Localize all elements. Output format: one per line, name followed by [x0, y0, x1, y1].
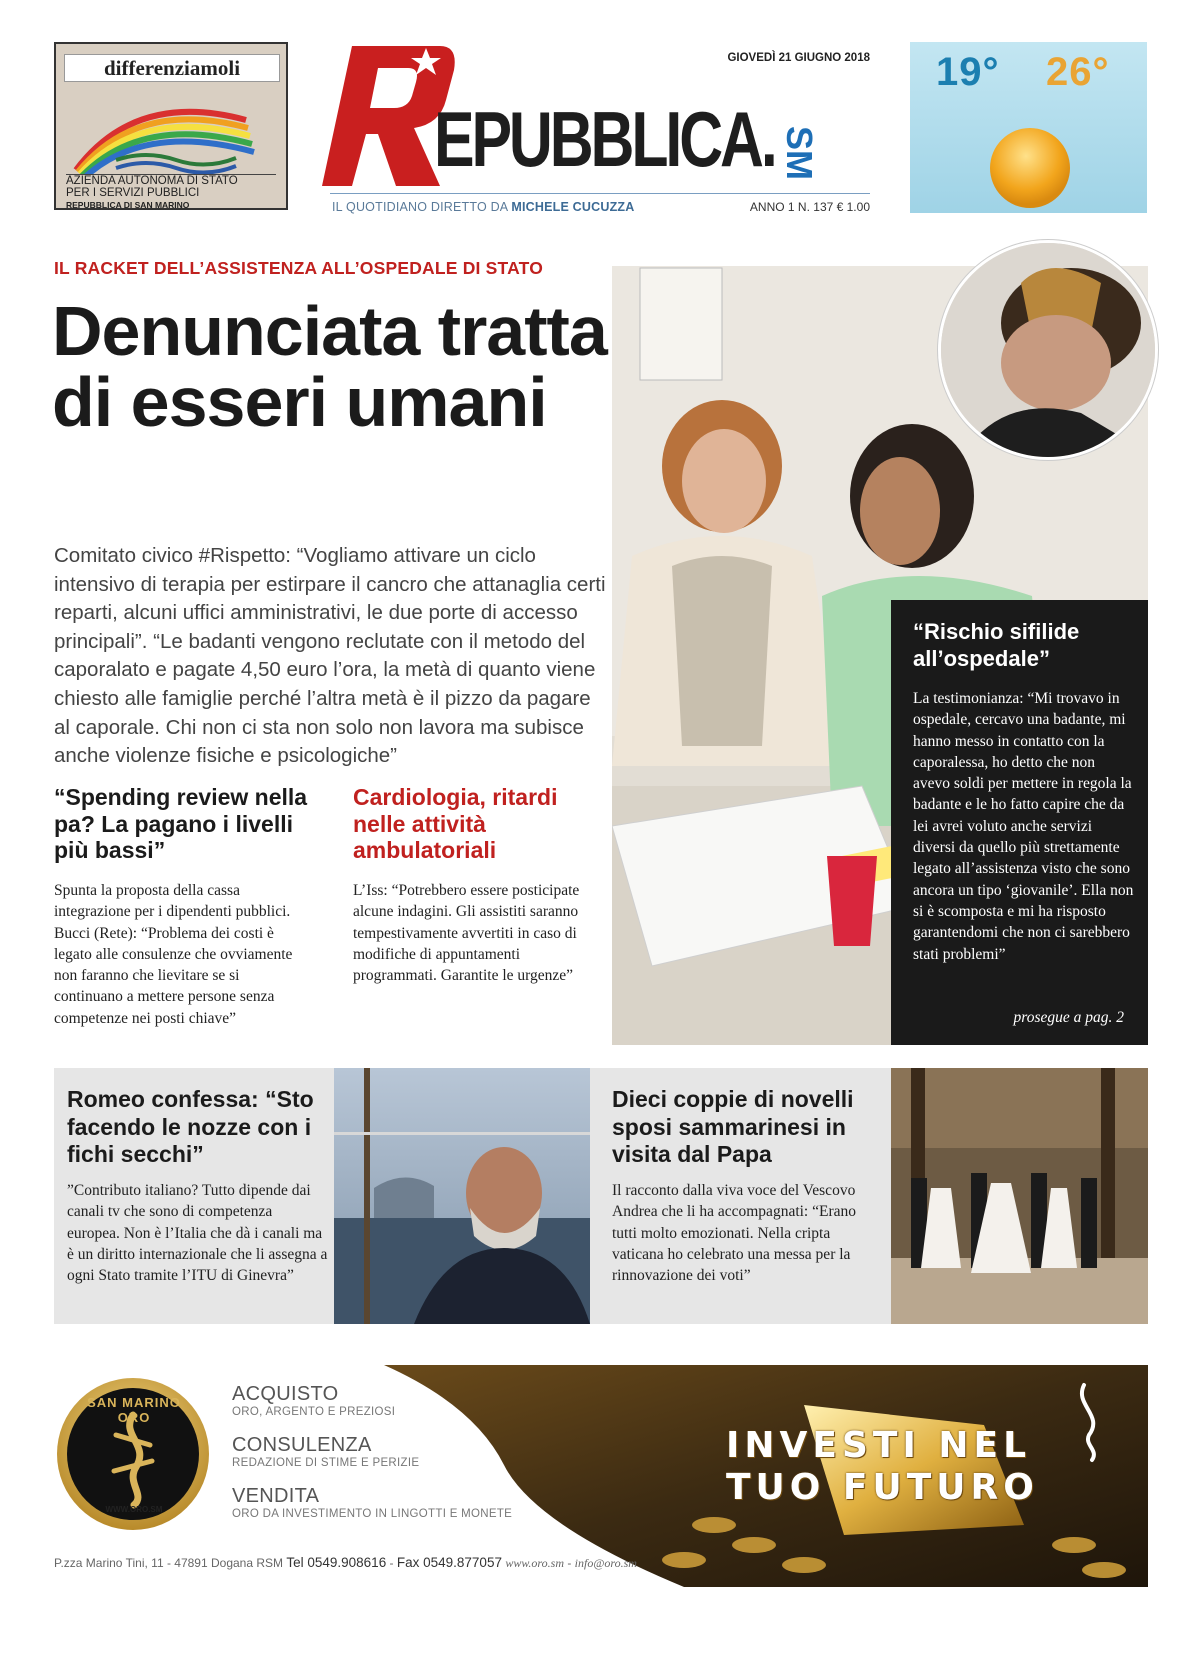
service-description: ORO DA INVESTIMENTO IN LINGOTTI E MONETE — [232, 1508, 513, 1520]
service-description: REDAZIONE DI STIME E PERIZIE — [232, 1457, 420, 1469]
tagline — [332, 200, 634, 214]
weather-widget[interactable] — [910, 42, 1147, 213]
inset-portrait-photo[interactable] — [938, 240, 1158, 460]
sun-icon — [982, 120, 1078, 213]
advertisement-differenziamoli[interactable] — [54, 42, 288, 210]
ad-phone[interactable]: Tel 0549.908616 — [286, 1555, 387, 1570]
ad-brand-name: differenziamoli — [64, 54, 280, 82]
ad-contact-info: P.zza Marino Tini, 11 - 47891 Dogana RSM Tel 0549.908616 - Fax 0549.877057 www.oro.sm - info@oro.sm — [54, 1555, 637, 1570]
masthead-rule — [330, 193, 870, 194]
continue-link[interactable]: prosegue a pag. 2 — [1013, 1009, 1124, 1026]
romeo-photo[interactable] — [334, 1068, 590, 1324]
lead-kicker: IL RACKET DELL’ASSISTENZA ALL’OSPEDALE DI STATO — [54, 258, 544, 278]
ad-caption-line: AZIENDA AUTONOMA DI STATO — [66, 175, 238, 187]
story-cardiologia-body: L’Iss: “Potrebbero essere posticipate alcune indagini. Gli assistiti saranno tempestivamente avvertiti in caso di modifiche di appuntamenti programmati. Garantite le urgenze” — [353, 882, 580, 985]
story-cardiologia-title[interactable]: Cardiologia, ritardi nelle attività ambulatoriali — [353, 784, 558, 863]
ad-fax: Fax 0549.877057 — [396, 1555, 502, 1570]
sidebar-rischio-sifilide[interactable] — [891, 600, 1148, 1045]
service-heading: ACQUISTO — [232, 1383, 339, 1405]
ad-address: P.zza Marino Tini, 11 - 47891 Dogana RSM — [54, 1556, 284, 1570]
ad-caption-line: PER I SERVIZI PUBBLICI — [66, 187, 200, 199]
story-romeo-title[interactable]: Romeo confessa: “Sto facendo le nozze con i fichi secchi” — [67, 1086, 314, 1167]
lead-summary: Comitato civico #Rispetto: “Vogliamo attivare un ciclo intensivo di terapia per estirpare il cancro che attanaglia certi reparti, alcuni uffici amministrativi, le due porte di accesso principali”. “Le badanti vengono reclutate con il metodo del caporalato e pagate 4,50 euro l’ora, la metà di quanto viene chiesto alle famiglie perché l’altra metà è il pizzo da pagare al caporale. Chi non ci sta non solo non lavora ma subisce anche violenze fisiche e psicologiche” — [54, 544, 606, 768]
masthead-title: EPUBBLICA. — [434, 95, 775, 183]
ad-caption-line: REPUBBLICA DI SAN MARINO — [66, 200, 190, 210]
service-description: ORO, ARGENTO E PREZIOSI — [232, 1406, 396, 1418]
portrait-photo-icon — [941, 243, 1155, 457]
logo-url: WWW.ORO.SM — [105, 1505, 163, 1514]
sidebar-body: La testimonianza: “Mi trovavo in ospedale, cercavo una badante, mi hanno messo in contatto con la caporalessa, ho detto che non avevo soldi per mettere in regola la badante e le ho fatto capire che da lei avrei voluto anche servizi diversi da quello più strettamente legato all’assistenza visto che sono ancora un tipo ‘giovanile’. Ella non si è scomposta e mi ha risposto garantendomi che non ci sarebbero stati problemi” — [913, 690, 1134, 963]
wedding-couples-photo[interactable] — [891, 1068, 1148, 1324]
tagline-text: IL QUOTIDIANO DIRETTO DA — [332, 200, 508, 214]
story-romeo-body: ”Contributo italiano? Tutto dipende dai canali tv che sono di competenza europea. Non è l’Italia che dà i canali ma è un diritto internazionale che li assegna a ogni Stato tramite l’ITU di Ginevra” — [67, 1182, 328, 1285]
service-heading: VENDITA — [232, 1485, 320, 1507]
story-papa-body: Il racconto dalla viva voce del Vescovo Andrea che li ha accompagnati: “Erano tutti molto emozionati. Nella cripta vaticana ho celebrato una messa per la rinnovazione dei voti” — [612, 1182, 857, 1285]
logo-text: SAN MARINO ORO — [87, 1395, 181, 1425]
story-spending-review-title[interactable]: “Spending review nella pa? La pagano i livelli più bassi” — [54, 784, 308, 863]
advertisement-san-marino-oro[interactable] — [54, 1365, 1148, 1587]
masthead-suffix: SM — [779, 126, 820, 180]
ad-email-link[interactable]: info@oro.sm — [574, 1556, 637, 1570]
slogan-line: INVESTI NEL — [726, 1425, 1032, 1466]
masthead-r-letter: R — [342, 182, 343, 183]
issue-date: GIOVEDÌ 21 GIUGNO 2018 — [727, 52, 870, 64]
director-name: MICHELE CUCUZZA — [511, 200, 635, 214]
wedding-group-photo-icon — [891, 1068, 1148, 1324]
issue-number-price: ANNO 1 N. 137 € 1.00 — [749, 200, 870, 214]
temperature-min: 19° — [936, 50, 1000, 94]
man-at-sea-photo-icon — [334, 1068, 590, 1324]
service-heading: CONSULENZA — [232, 1434, 372, 1456]
ad-website-link[interactable]: www.oro.sm — [505, 1556, 564, 1570]
sidebar-title: “Rischio sifilide all’ospedale” — [913, 619, 1080, 671]
ad-slogan — [726, 1425, 1039, 1509]
story-papa-title[interactable]: Dieci coppie di novelli sposi sammarinesi in visita dal Papa — [612, 1086, 854, 1167]
masthead-logo[interactable] — [322, 42, 882, 192]
rainbow-logo-icon — [56, 80, 286, 174]
ad-caption — [66, 174, 276, 210]
temperature-max: 26° — [1046, 50, 1110, 94]
story-spending-review-body: Spunta la proposta della cassa integrazione per i dipendenti pubblici. Bucci (Rete): “Problema dei costi è legato alle consulenze che ovviamente non faranno che lievitare se si continuano a mettere persone senza competenze nei posti chiave” — [54, 882, 293, 1027]
lead-headline[interactable]: Denunciata tratta di esseri umani — [52, 292, 607, 441]
slogan-line: TUO FUTURO — [726, 1467, 1039, 1508]
